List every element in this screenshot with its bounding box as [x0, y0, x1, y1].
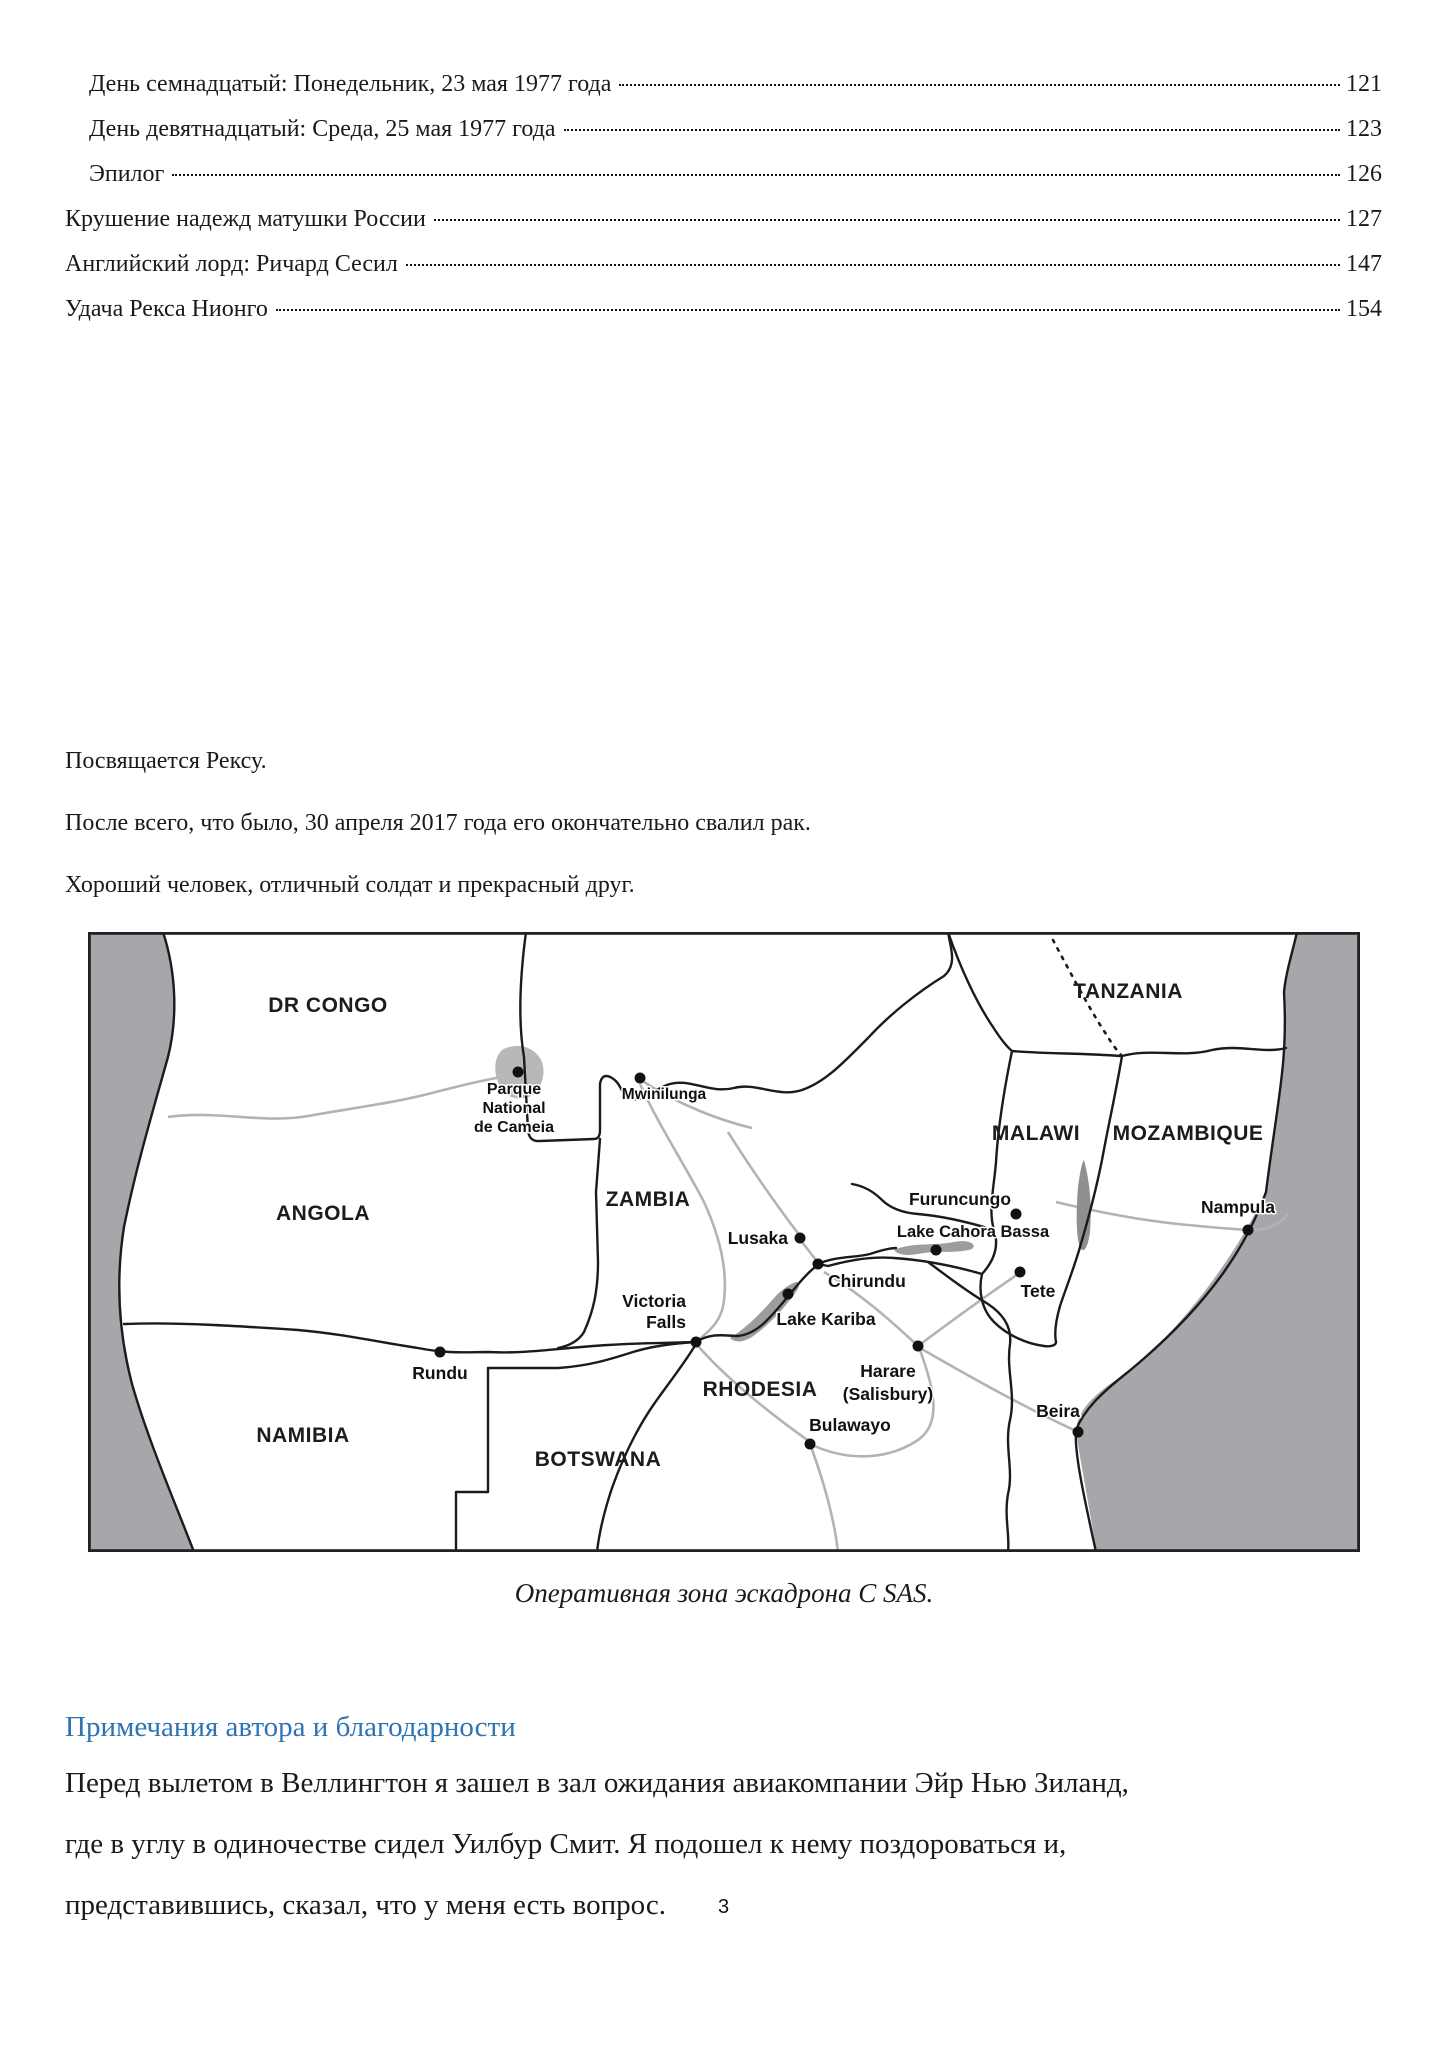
place-label-lake-kariba: Lake Kariba: [776, 1309, 876, 1329]
city-dot-victoria-falls: [691, 1337, 702, 1348]
city-dot-mwinilunga: [635, 1073, 646, 1084]
toc-entry[interactable]: [65, 152, 1382, 197]
place-label-rundu: Rundu: [412, 1363, 468, 1383]
toc-entry-page: 121: [1346, 71, 1382, 97]
toc-dot-leader: [564, 129, 1340, 131]
toc-entry-page: 147: [1346, 251, 1382, 277]
place-label-bulawayo: Bulawayo: [809, 1415, 891, 1435]
place-label-lake-cahora-bassa: Lake Cahora Bassa: [896, 1223, 1050, 1241]
place-label-furuncungo: Furuncungo: [908, 1189, 1012, 1209]
place-label-harare-salisbury-: Harare (Salisbury): [842, 1361, 934, 1404]
toc-dot-leader: [434, 219, 1340, 221]
place-label-mwinilunga: Mwinilunga: [621, 1086, 707, 1103]
dedication-line: После всего, что было, 30 апреля 2017 года его окончательно свалил рак.: [65, 810, 811, 836]
country-label-botswana: BOTSWANA: [534, 1448, 662, 1471]
toc-entry-page: 127: [1346, 206, 1382, 232]
place-label-parque-national-de-cameia: Parque National de Cameia: [473, 1081, 555, 1136]
table-of-contents: [65, 62, 1382, 332]
toc-entry-title: Крушение надежд матушки России: [65, 206, 426, 232]
city-dot-rundu: [435, 1347, 446, 1358]
city-dot-beira: [1073, 1427, 1084, 1438]
toc-entry-page: 126: [1346, 161, 1382, 187]
map-figure: [88, 932, 1360, 1609]
toc-entry-title: День семнадцатый: Понедельник, 23 мая 1977 года: [89, 71, 612, 97]
place-label-tete: Tete: [1020, 1281, 1056, 1301]
toc-entry-title: Английский лорд: Ричард Сесил: [65, 251, 398, 277]
map-svg: [88, 932, 1360, 1552]
city-dot-tete: [1015, 1267, 1026, 1278]
dedication-line: Посвящается Рексу.: [65, 748, 267, 774]
toc-entry[interactable]: [65, 242, 1382, 287]
city-dot-chirundu: [813, 1259, 824, 1270]
africa-operations-map: [88, 932, 1360, 1552]
city-dot-lusaka: [795, 1233, 806, 1244]
toc-dot-leader: [172, 174, 1340, 176]
notes-text-line: где в углу в одиночестве сидел Уилбур Смит. Я подошел к нему поздороваться и,: [65, 1828, 1067, 1860]
notes-heading: Примечания автора и благодарности: [65, 1711, 516, 1743]
toc-entry[interactable]: [65, 287, 1382, 332]
city-dot-lake-cahora-bassa: [931, 1245, 942, 1256]
toc-entry-title: День девятнадцатый: Среда, 25 мая 1977 года: [89, 116, 556, 142]
place-label-chirundu: Chirundu: [828, 1271, 906, 1291]
place-label-lusaka: Lusaka: [727, 1228, 788, 1248]
place-label-beira: Beira: [1036, 1401, 1080, 1421]
page-number: 3: [717, 1896, 730, 1918]
toc-dot-leader: [276, 309, 1340, 311]
country-label-namibia: NAMIBIA: [256, 1424, 350, 1447]
toc-entry[interactable]: [65, 197, 1382, 242]
dedication-line: Хороший человек, отличный солдат и прекрасный друг.: [65, 872, 635, 898]
city-dot-bulawayo: [805, 1439, 816, 1450]
country-label-rhodesia: RHODESIA: [702, 1378, 818, 1401]
toc-entry[interactable]: [65, 62, 1382, 107]
toc-entry[interactable]: [65, 107, 1382, 152]
country-label-tanzania: TANZANIA: [1073, 980, 1183, 1003]
toc-dot-leader: [406, 264, 1340, 266]
country-label-dr-congo: DR CONGO: [268, 994, 388, 1017]
place-label-victoria-falls: Victoria Falls: [622, 1291, 686, 1332]
country-label-mozambique: MOZAMBIQUE: [1112, 1122, 1264, 1145]
notes-text-line: Перед вылетом в Веллингтон я зашел в зал ожидания авиакомпании Эйр Нью Зиланд,: [65, 1767, 1129, 1799]
toc-entry-title: Эпилог: [89, 161, 165, 187]
notes-text-line: представившись, сказал, что у меня есть вопрос.: [65, 1889, 667, 1921]
toc-entry-page: 123: [1346, 116, 1382, 142]
toc-entry-title: Удача Рекса Нионго: [65, 296, 268, 322]
country-label-malawi: MALAWI: [991, 1122, 1081, 1145]
city-dot-parque-national-de-cameia: [513, 1067, 524, 1078]
city-dot-lake-kariba: [783, 1289, 794, 1300]
country-label-zambia: ZAMBIA: [605, 1188, 691, 1211]
city-dot-nampula: [1243, 1225, 1254, 1236]
city-dot-furuncungo: [1011, 1209, 1022, 1220]
dedication: [65, 746, 1382, 900]
toc-dot-leader: [619, 84, 1340, 86]
toc-entry-page: 154: [1346, 296, 1382, 322]
city-dot-harare-salisbury-: [913, 1341, 924, 1352]
country-label-angola: ANGOLA: [276, 1202, 370, 1225]
map-caption: Оперативная зона эскадрона C SAS.: [514, 1578, 934, 1608]
place-label-nampula: Nampula: [1201, 1197, 1275, 1217]
